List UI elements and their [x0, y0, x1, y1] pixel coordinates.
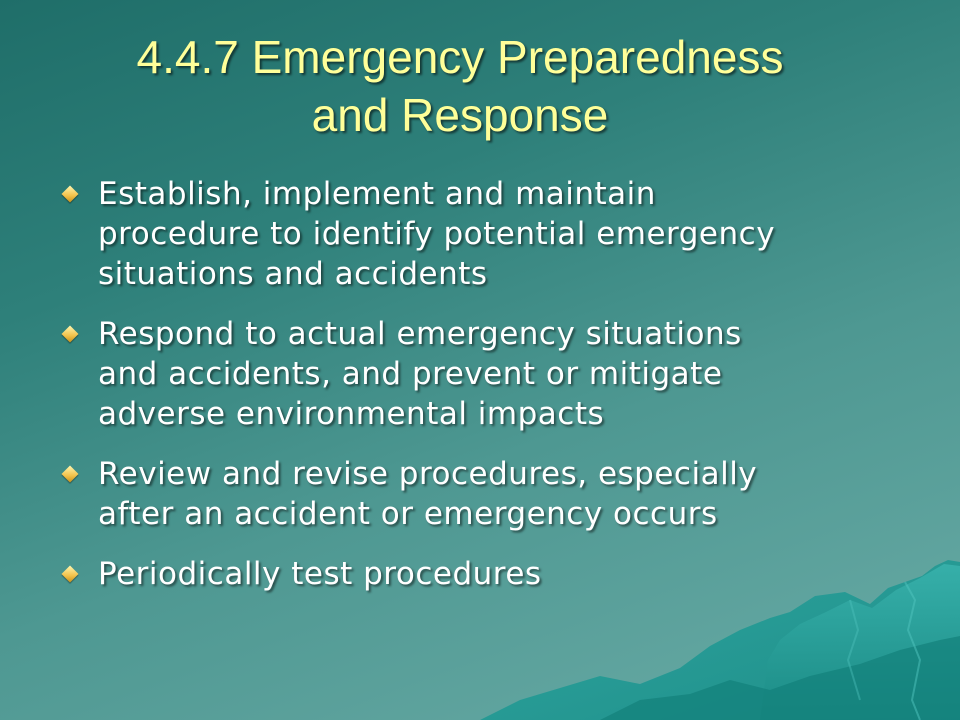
bullet-text: Periodically test procedures: [98, 556, 542, 592]
diamond-bullet-icon: [62, 466, 79, 483]
bullet-text: Review and revise procedures, especially after an accident or emergency occurs: [98, 456, 758, 532]
bullet-list: [60, 174, 920, 614]
bullet-text: Establish, implement and maintain procedure to identify potential emergency situations and accidents: [98, 176, 776, 292]
diamond-bullet-icon: [62, 186, 79, 203]
title-line-2: and Response: [311, 89, 609, 141]
bullet-item: [60, 454, 920, 534]
bullet-text: Respond to actual emergency situations and accidents, and prevent or mitigate adverse environmental impacts: [98, 316, 742, 432]
bullet-item: [60, 314, 920, 434]
slide-title: [40, 28, 880, 144]
diamond-bullet-icon: [62, 566, 79, 583]
bullet-item: [60, 554, 920, 594]
bullet-item: [60, 174, 920, 294]
title-line-1: 4.4.7 Emergency Preparedness: [136, 31, 784, 83]
diamond-bullet-icon: [62, 326, 79, 343]
